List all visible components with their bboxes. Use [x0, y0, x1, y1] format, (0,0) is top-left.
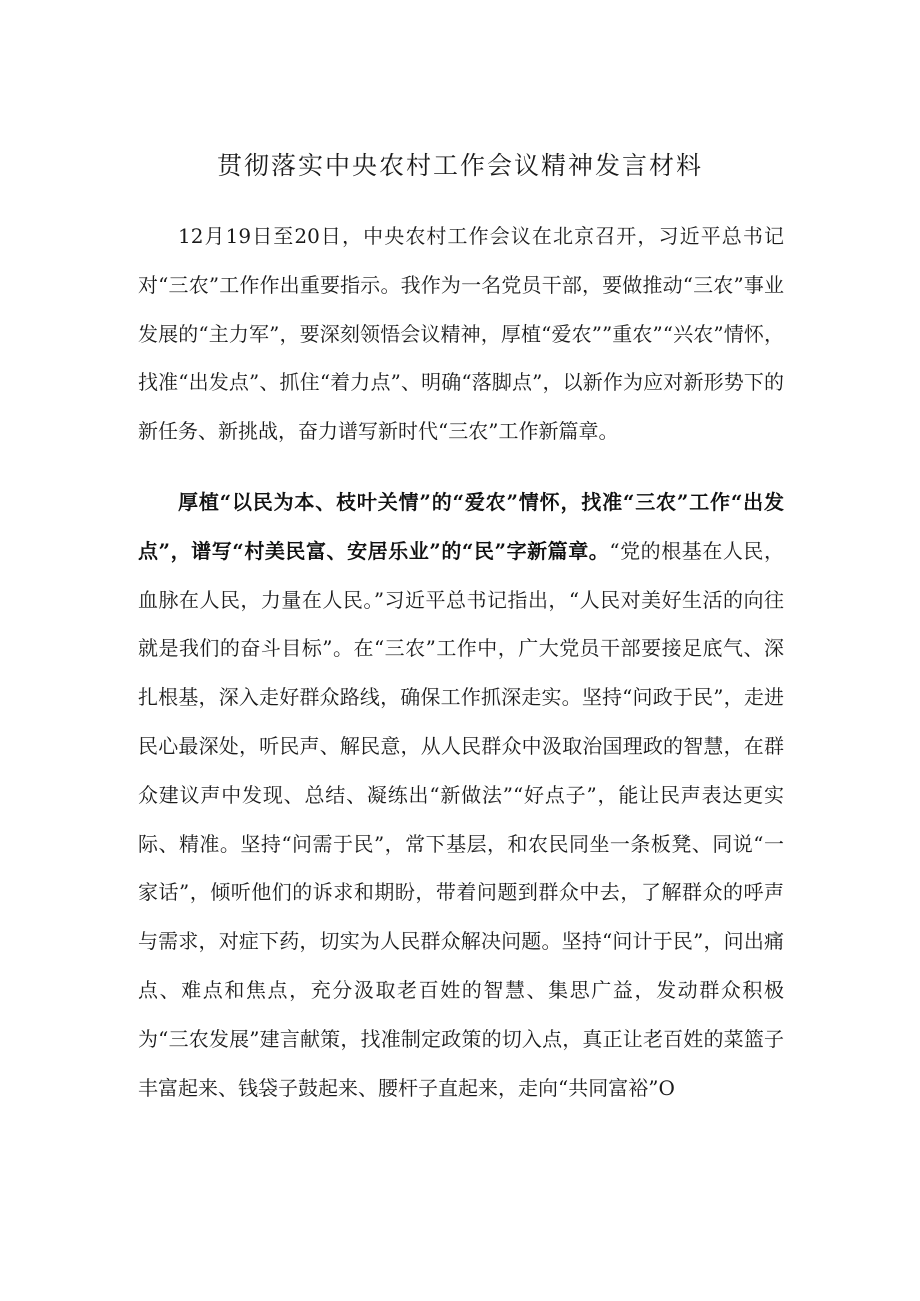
section-1-heading: 厚植“以民为本、枝叶关情”的“爱农”情怀，找准“三农”工作“出发点”，谱写“村美民富、安居乐业”的“民”字新篇章。 [138, 490, 784, 563]
paragraph-intro-text: 12月19日至20日，中央农村工作会议在北京召开，习近平总书记对“三农”工作作出重要指示。我作为一名党员干部，要做推动“三农”事业发展的“主力军”，要深刻领悟会议精神，厚植“爱农””重农”“兴农”情怀，找准“出发点”、抓住“着力点”、明确“落脚点”，以新作为应对新形势下的新任务、新挑战，奋力谱写新时代“三农”工作新篇章。 [138, 224, 784, 444]
section-1-body: “党的根基在人民，血脉在人民，力量在人民。”习近平总书记指出，“人民对美好生活的向往就是我们的奋斗目标”。在“三农”工作中，广大党员干部要接足底气、深扎根基，深入走好群众路线，确保工作抓深走实。坚持“问政于民”，走进民心最深处，听民声、解民意，从人民群众中汲取治国理政的智慧，在群众建议声中发现、总结、凝练出“新做法”“好点子”，能让民声表达更实际、精准。坚持“问需于民”，常下基层，和农民同坐一条板凳、同说“一家话”，倾听他们的诉求和期盼，带着问题到群众中去，了解群众的呼声与需求，对症下药，切实为人民群众解决问题。坚持“问计于民”，问出痛点、难点和焦点，充分汲取老百姓的智慧、集思广益，发动群众积极为“三农发展”建言献策，找准制定政策的切入点，真正让老百姓的菜篮子丰富起来、钱袋子鼓起来、腰杆子直起来，走向“共同富裕”O [138, 538, 784, 1100]
paragraph-section-1 [138, 478, 784, 1112]
paragraph-intro [138, 212, 784, 456]
document-title: 贯彻落实中央农村工作会议精神发言材料 [216, 151, 703, 180]
